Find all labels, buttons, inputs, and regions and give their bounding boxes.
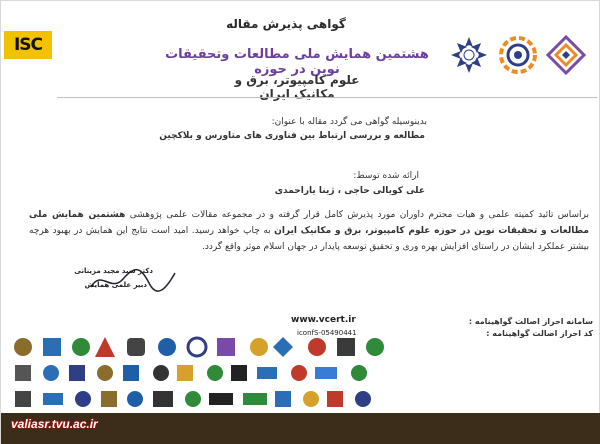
presented-by-label: ارائه شده توسط: [353, 171, 419, 181]
intro-text: بدینوسیله گواهی می گردد مقاله با عنوان: [271, 117, 427, 127]
signatory-role: دبیر علمی همایش [84, 281, 147, 289]
organization-logo-icon [546, 35, 586, 75]
institute-logo-icon [498, 35, 538, 75]
authors: علی کویالی حاجی ، ژینا یاراحمدی [274, 186, 425, 196]
verification-system-link[interactable]: www.vcert.ir [291, 315, 356, 325]
sponsor-logo-icon [14, 337, 384, 407]
conference-name: هشتمین همایش ملی مطالعات وتحقیقات نوین در حوزه [165, 47, 429, 77]
para-part-2: به چاپ خواهد رسید. امید است نتایج این همایش در بهبود هرچه [29, 226, 271, 236]
verification-code-label: کد احراز اصالت گواهینامه : [486, 329, 593, 338]
para-bold-2: مطالعات و تحقیقات نوین در حوزه علوم کامپیوتر، برق و مکانیک ایران [274, 226, 589, 236]
para-part-1: براساس تائید کمیته علمی و هیات محترم داوران مورد پذیرش کامل قرار گرفته و در مجموعه مقالات علمی پژوهشی [129, 210, 589, 220]
verification-system-row [211, 317, 593, 329]
paper-title: مطالعه و بررسی ارتباط بین فناوری های متاورس و بلاکچین [159, 131, 425, 141]
sponsor-logos [9, 333, 389, 413]
signature-icon [71, 259, 231, 299]
certificate-title: گواهی پذیرش مقاله [226, 17, 346, 31]
signature-block [71, 259, 231, 299]
para-bold-1: هشتمین همایش ملی [29, 210, 126, 220]
verification-system-label: سامانه احراز اصالت گواهینامه : [468, 317, 593, 326]
conference-logo-icon [449, 35, 489, 75]
verification-code-value: iconfS-05490441 [297, 329, 357, 337]
acceptance-paragraph [29, 207, 589, 255]
signatory-name: دکتر سید مجید مزینانی [74, 267, 153, 275]
isc-badge [4, 31, 52, 59]
site-watermark[interactable]: valiasr.tvu.ac.ir [11, 417, 98, 431]
isc-badge-text: ISC [13, 35, 43, 55]
conference-field: علوم کامپیوتر، برق و مکانیک ایران [234, 73, 360, 101]
header-divider [57, 97, 597, 98]
para-part-3: بیشتر عملکرد ایشان در راستای افزایش بهره وری و تحقیق توسعه پایدار در جهان اسلام موثر واقع گردد. [201, 242, 589, 252]
